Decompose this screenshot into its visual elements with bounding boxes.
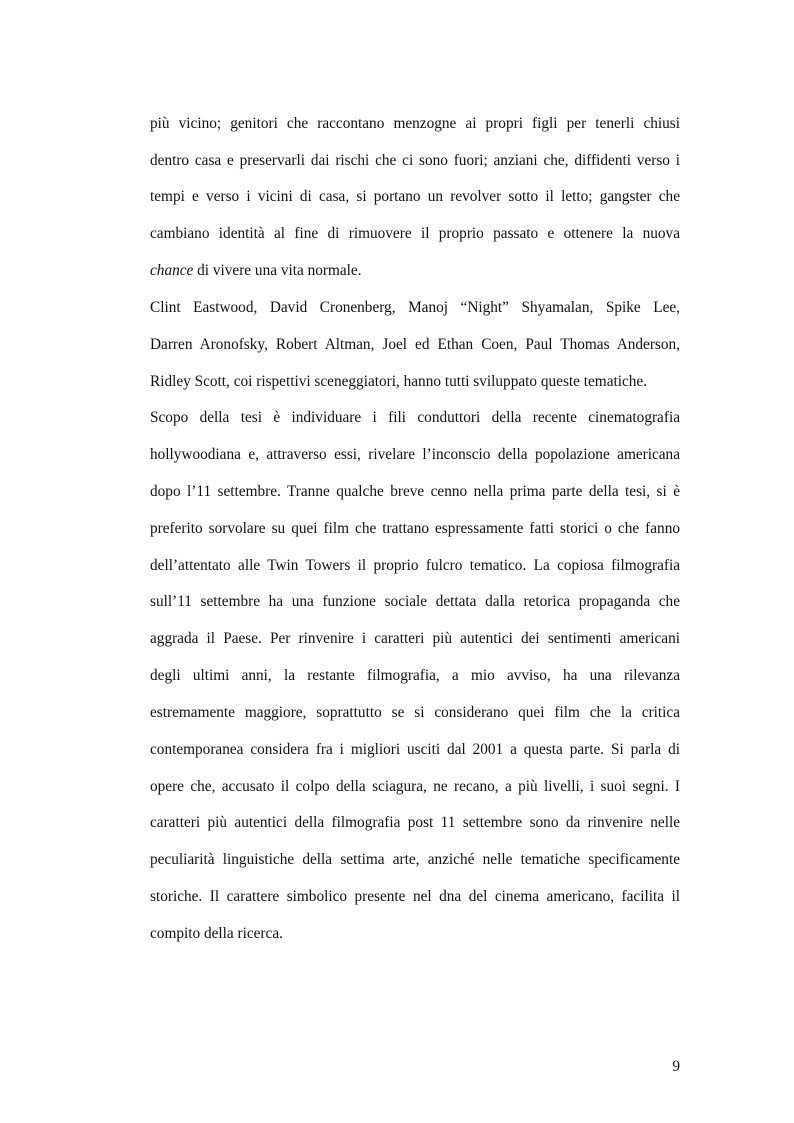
text-line: aggrada il Paese. Per rinvenire i caratteri più autentici dei sentimenti americani xyxy=(150,630,680,647)
text-line: sull’11 settembre ha una funzione sociale dettata dalla retorica propaganda che xyxy=(150,593,680,610)
text-line: Scopo della tesi è individuare i fili conduttori della recente cinematografia xyxy=(150,409,680,426)
text-line: dopo l’11 settembre. Tranne qualche breve cenno nella prima parte della tesi, si è xyxy=(150,483,680,500)
text-line: hollywoodiana e, attraverso essi, rivelare l’inconscio della popolazione americana xyxy=(150,446,680,463)
text-line: cambiano identità al fine di rimuovere il proprio passato e ottenere la nuova xyxy=(150,225,680,242)
text-line: compito della ricerca. xyxy=(150,925,283,942)
text-line: contemporanea considera fra i migliori usciti dal 2001 a questa parte. Si parla di xyxy=(150,741,680,758)
italic-word: chance xyxy=(150,262,194,279)
text-line: caratteri più autentici della filmografia post 11 settembre sono da rinvenire nelle xyxy=(150,814,680,831)
text-line: più vicino; genitori che raccontano menzogne ai propri figli per tenerli chiusi xyxy=(150,115,680,132)
text-line: Clint Eastwood, David Cronenberg, Manoj “Night” Shyamalan, Spike Lee, xyxy=(150,299,680,316)
page-number: 9 xyxy=(672,1058,680,1075)
text-line: tempi e verso i vicini di casa, si portano un revolver sotto il letto; gangster che xyxy=(150,188,680,205)
text-line: degli ultimi anni, la restante filmografia, a mio avviso, ha una rilevanza xyxy=(150,667,680,684)
text-span: di vivere una vita normale. xyxy=(193,262,362,279)
text-line: Ridley Scott, coi rispettivi sceneggiatori, hanno tutti sviluppato queste tematiche. xyxy=(150,373,648,390)
text-line xyxy=(150,261,680,281)
text-line: preferito sorvolare su quei film che trattano espressamente fatti storici o che fanno xyxy=(150,520,680,537)
text-line: dell’attentato alle Twin Towers il proprio fulcro tematico. La copiosa filmografia xyxy=(150,557,680,574)
text-line: estremamente maggiore, soprattutto se si considerano quei film che la critica xyxy=(150,704,680,721)
text-line: storiche. Il carattere simbolico presente nel dna del cinema americano, facilita il xyxy=(150,888,680,905)
text-line: peculiarità linguistiche della settima arte, anziché nelle tematiche specificamente xyxy=(150,851,680,868)
text-line: dentro casa e preservarli dai rischi che ci sono fuori; anziani che, diffidenti verso i xyxy=(150,152,680,169)
text-line: opere che, accusato il colpo della sciagura, ne recano, a più livelli, i suoi segni. I xyxy=(150,778,680,795)
text-line: Darren Aronofsky, Robert Altman, Joel ed Ethan Coen, Paul Thomas Anderson, xyxy=(150,336,680,353)
